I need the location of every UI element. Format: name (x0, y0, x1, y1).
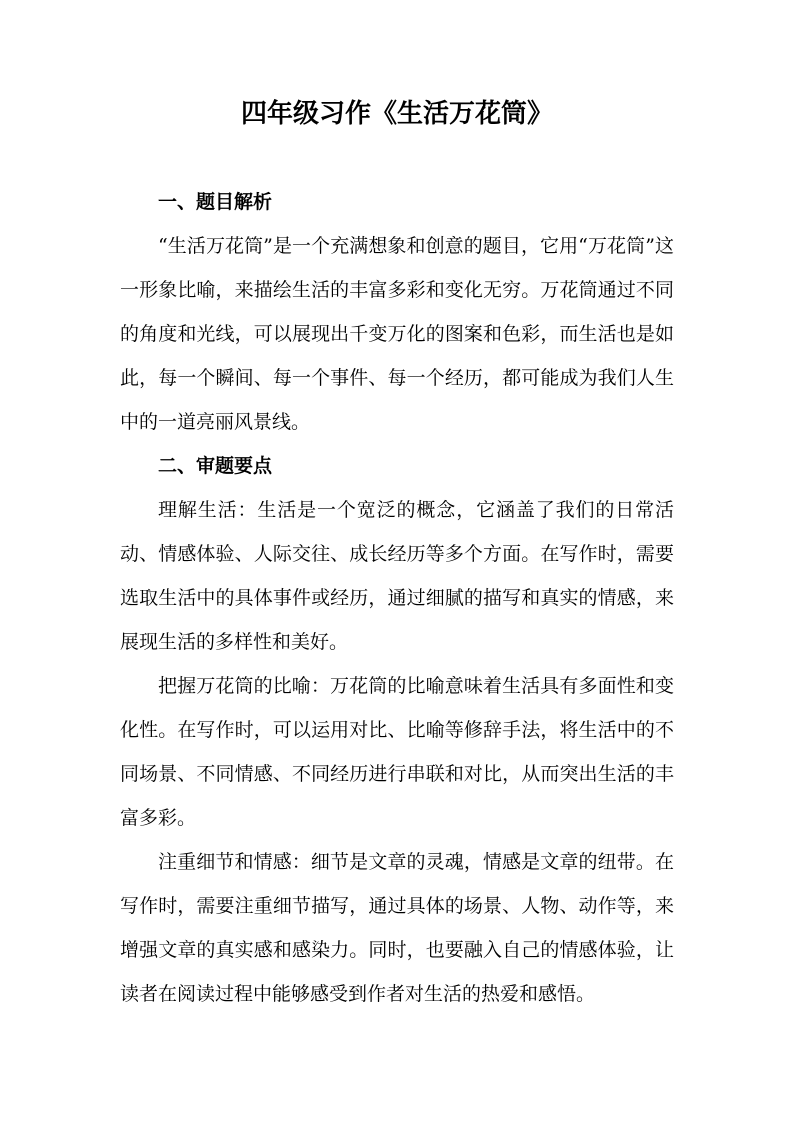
section-topic-analysis (120, 180, 674, 444)
paragraph: 理解生活：生活是一个宽泛的概念，它涵盖了我们的日常活动、情感体验、人际交往、成长经历等多个方面。在写作时，需要选取生活中的具体事件或经历，通过细腻的描写和真实的情感，来展现生活的多样性和美好。 (120, 499, 674, 653)
section-key-points (120, 444, 674, 1016)
paragraph: “生活万花筒”是一个充满想象和创意的题目，它用“万花筒”这一形象比喻，来描绘生活的丰富多彩和变化无穷。万花筒通过不同的角度和光线，可以展现出千变万化的图案和色彩，而生活也是如此，每一个瞬间、每一个事件、每一个经历，都可能成为我们人生中的一道亮丽风景线。 (120, 235, 674, 433)
section-heading: 一、题目解析 (158, 191, 273, 213)
title-spacer (120, 136, 674, 180)
document-title: 四年级习作《生活万花筒》 (240, 99, 553, 129)
section-heading: 二、审题要点 (158, 455, 273, 477)
paragraph: 把握万花筒的比喻：万花筒的比喻意味着生活具有多面性和变化性。在写作时，可以运用对比、比喻等修辞手法，将生活中的不同场景、不同情感、不同经历进行串联和对比，从而突出生活的丰富多彩。 (120, 675, 674, 829)
paragraph: 注重细节和情感：细节是文章的灵魂，情感是文章的纽带。在写作时，需要注重细节描写，通过具体的场景、人物、动作等，来增强文章的真实感和感染力。同时，也要融入自己的情感体验，让读者在阅读过程中能够感受到作者对生活的热爱和感悟。 (120, 851, 674, 1005)
document-page (120, 92, 674, 1016)
